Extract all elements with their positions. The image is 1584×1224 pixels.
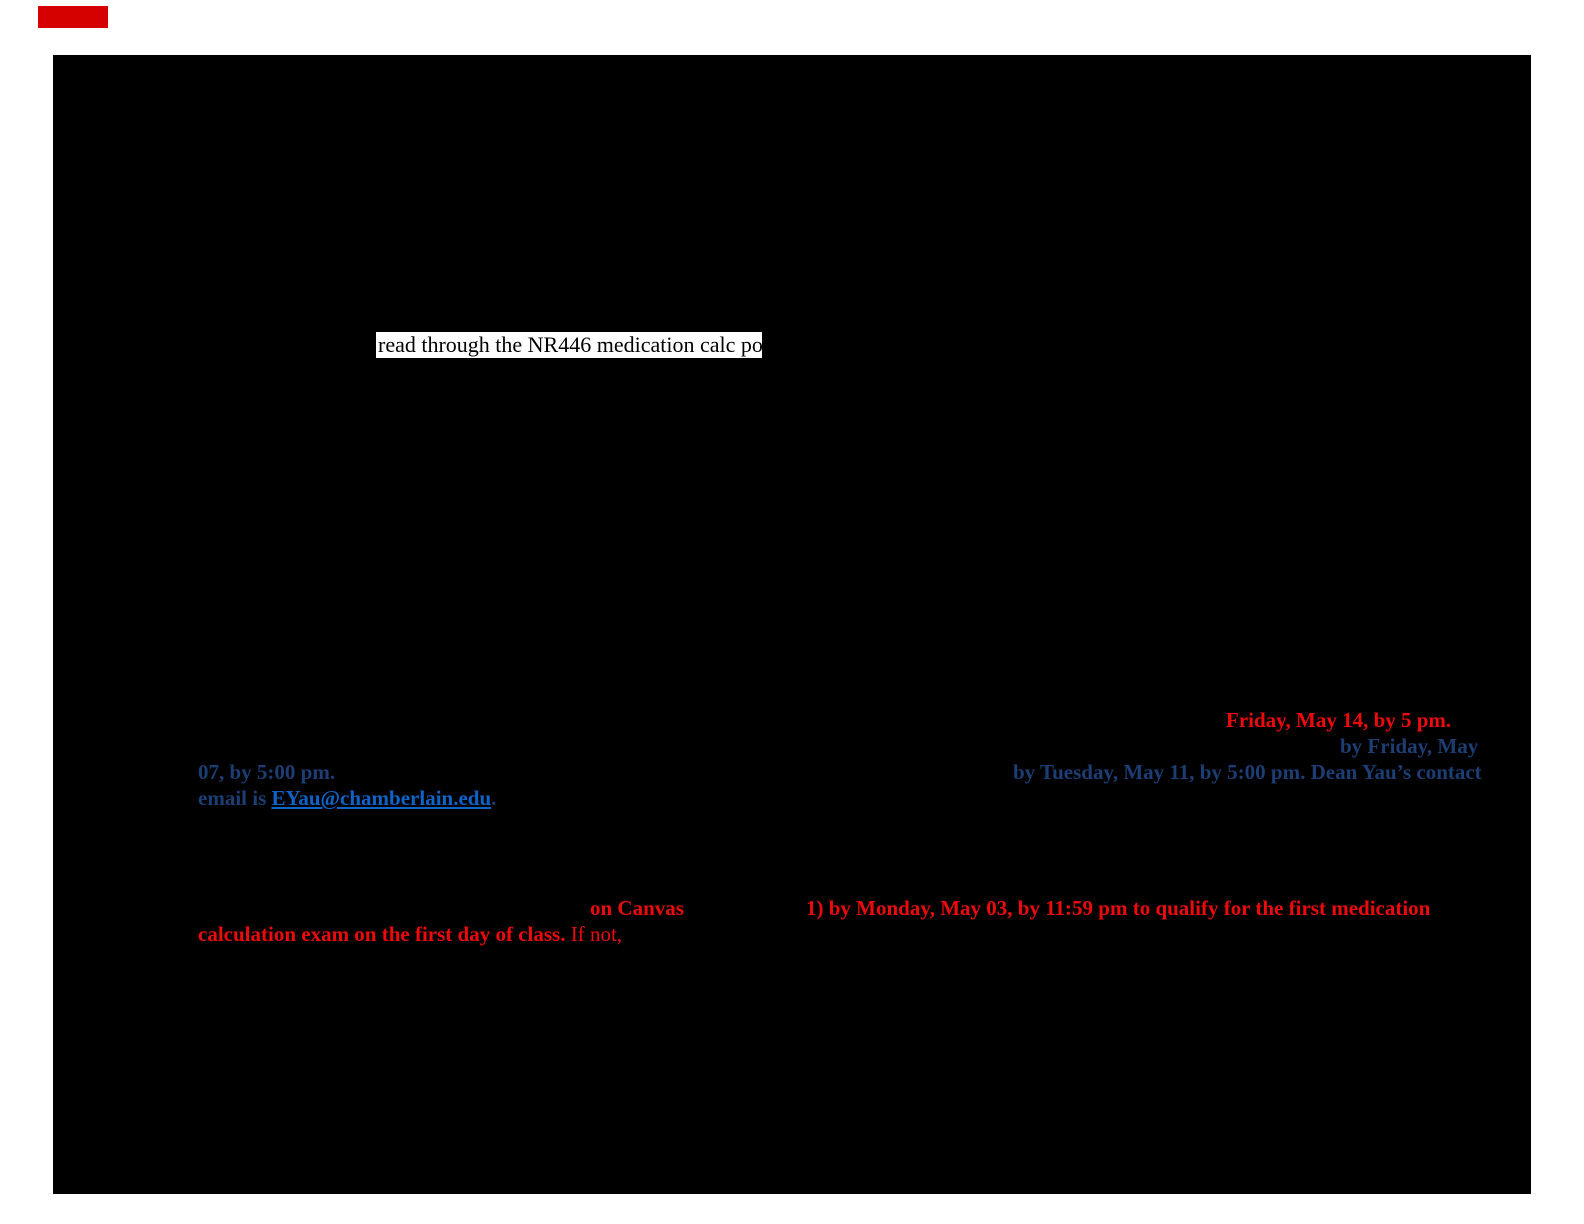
email-line [198,785,496,811]
deadline-by-tuesday-may11: by Tuesday, May 11, by 5:00 pm. Dean Yau’s contact [1013,760,1482,784]
document-page [53,55,1531,1194]
calc-exam-line [198,921,622,947]
red-annotation-marker [38,6,108,28]
email-link[interactable]: EYau@chamberlain.edu [271,786,492,810]
highlighted-text: read through the NR446 medication calc policy [378,332,796,357]
email-suffix-text: . [491,786,497,810]
deadline-monday-may03: 1) by Monday, May 03, by 11:59 pm to qualify for the first medication [806,896,1431,920]
deadline-07-by-5pm: 07, by 5:00 pm. [198,760,336,784]
email-prefix-text: email is [198,786,272,810]
if-not-text: If not, [565,922,623,946]
on-canvas-text: on Canvas [590,896,684,920]
deadline-by-friday-may: by Friday, May [1340,734,1479,758]
calc-exam-bold-text: calculation exam on the first day of class. [198,922,566,946]
deadline-friday-may14: Friday, May 14, by 5 pm. [1226,708,1452,732]
